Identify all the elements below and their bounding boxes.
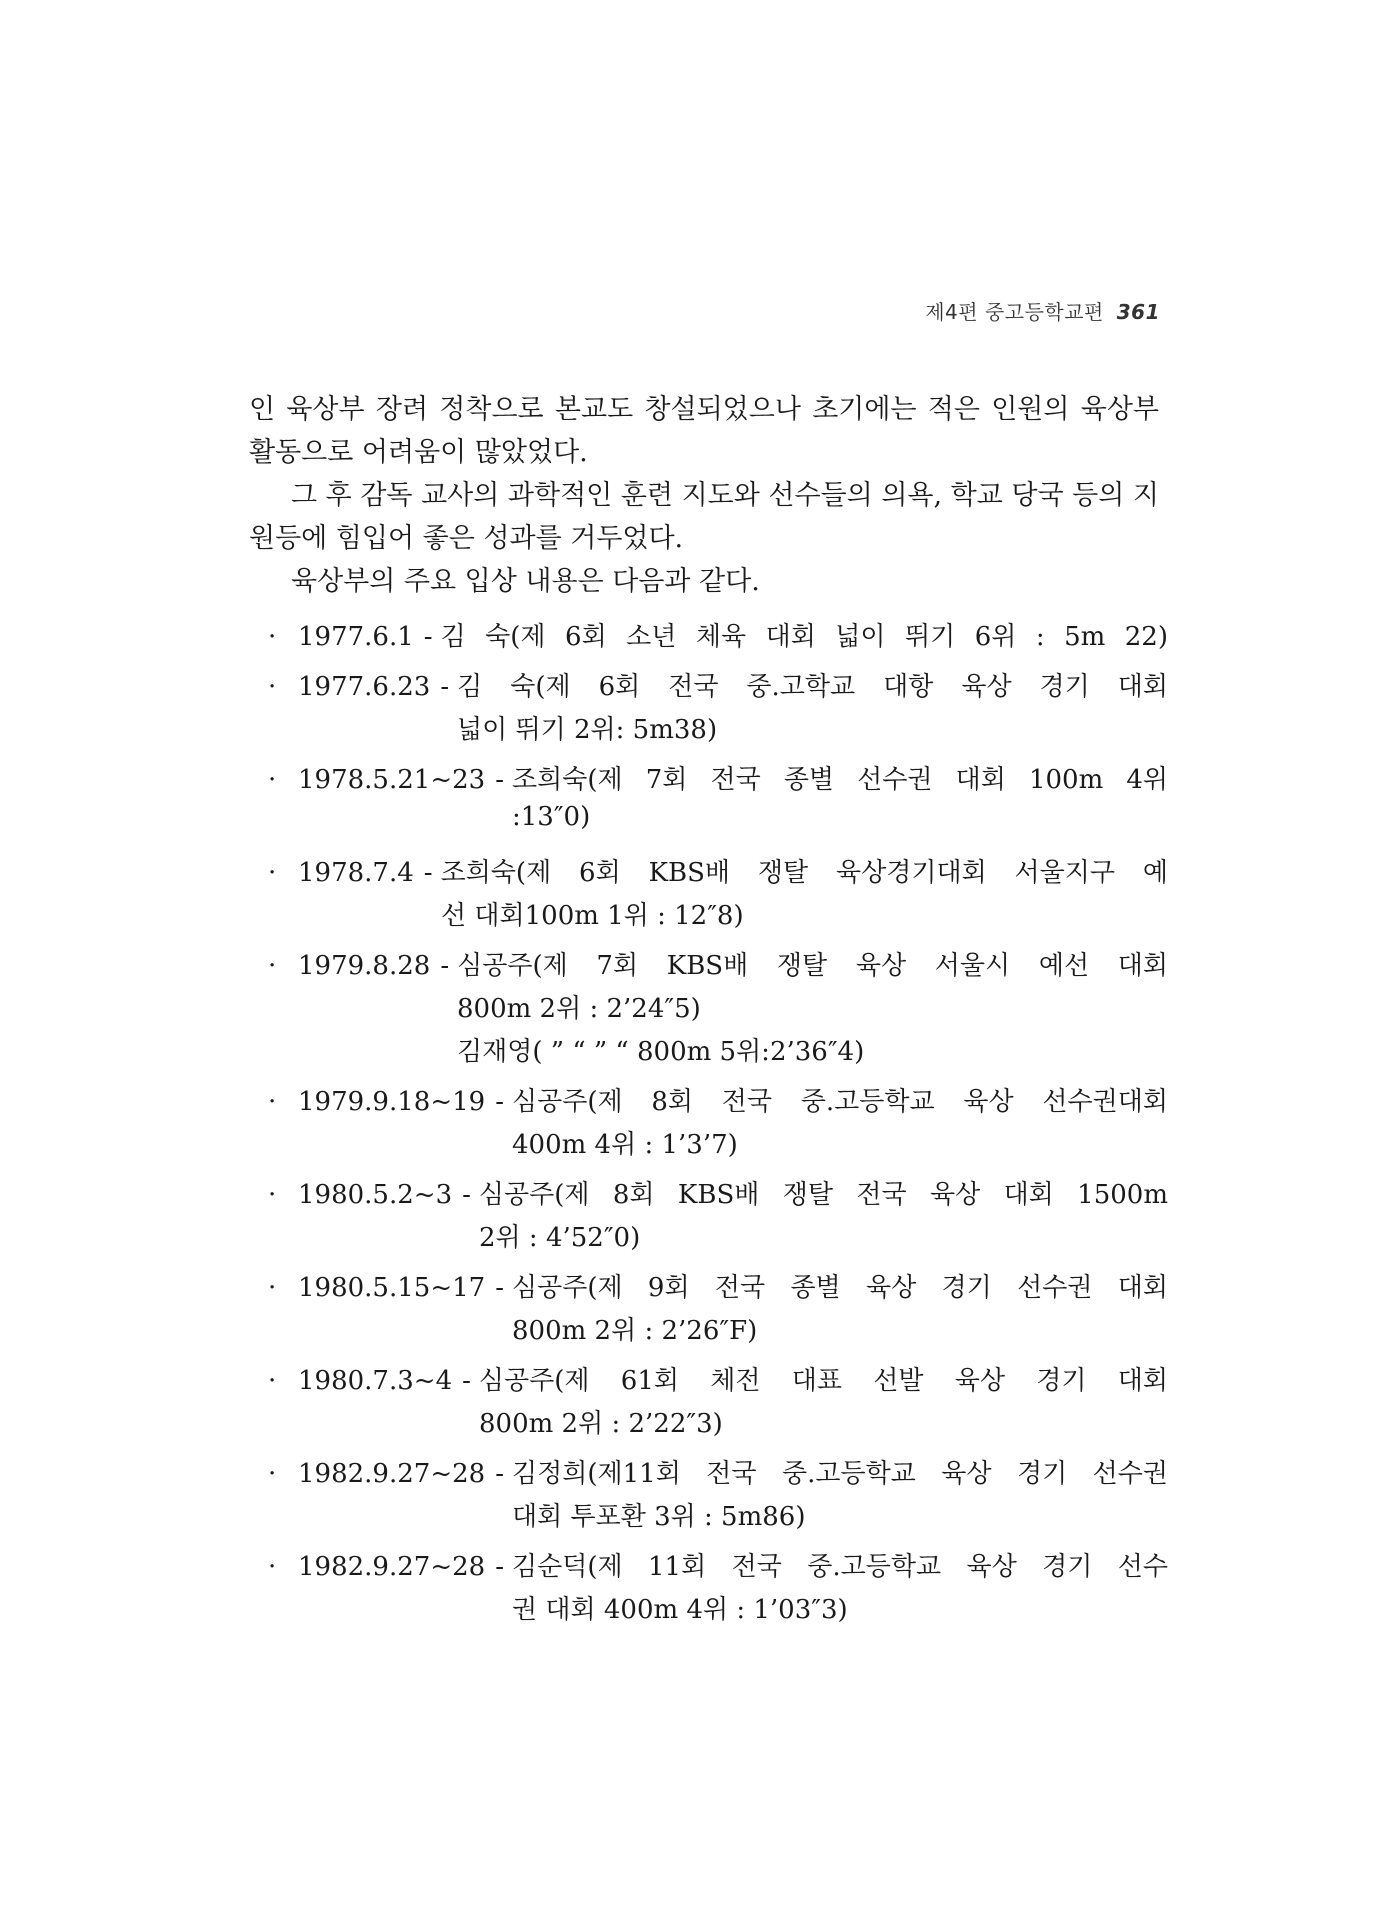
award-entry (268, 1453, 1168, 1539)
bullet-icon: · (268, 1087, 277, 1117)
entry-date: 1982.9.27~28 (298, 1552, 486, 1582)
entry-description: 김 숙(제 6회 소년 체육 대회 넓이 뛰기 6위 : 5m 22) (440, 622, 1168, 652)
award-entry (268, 1360, 1168, 1446)
bullet-icon: · (268, 858, 277, 888)
award-entry (268, 666, 1168, 752)
entry-description: 김 숙(제 6회 전국 중.고학교 대항 육상 경기 대회 (457, 672, 1168, 702)
entry-date: 1977.6.1 (298, 622, 414, 652)
award-entry (268, 1267, 1168, 1353)
entry-date: 1982.9.27~28 (298, 1459, 486, 1489)
dash-separator: - (495, 1273, 504, 1303)
entry-continuation: 넓이 뛰기 2위: 5m38) (457, 715, 718, 745)
dash-separator: - (462, 1366, 471, 1396)
award-list (268, 616, 1168, 1639)
award-entry (268, 1546, 1168, 1632)
paragraph: 육상부의 주요 입상 내용은 다음과 같다. (291, 566, 760, 597)
dash-separator: - (495, 1459, 504, 1489)
dash-separator: - (495, 1087, 504, 1117)
entry-description: 조희숙(제 7회 전국 종별 선수권 대회 100m 4위 (512, 765, 1168, 795)
entry-continuation: 대회 투포환 3위 : 5m86) (512, 1502, 806, 1532)
bullet-icon: · (268, 1180, 277, 1210)
page-number: 361 (1116, 300, 1160, 324)
entry-continuation: 800m 2위 : 2’26″F) (512, 1316, 758, 1346)
dash-separator: - (440, 951, 450, 981)
dash-separator: - (423, 622, 433, 652)
entry-date: 1979.8.28 (298, 951, 431, 981)
entry-continuation: 2위 : 4’52″0) (479, 1223, 641, 1253)
award-entry (268, 945, 1168, 1074)
entry-date: 1980.5.2~3 (298, 1180, 453, 1210)
entry-continuation: 김재영( ” “ ” “ 800m 5위:2’36″4) (457, 1037, 865, 1067)
bullet-icon: · (268, 1273, 277, 1303)
section-title: 제4편 중고등학교편 (925, 300, 1104, 324)
entry-date: 1978.7.4 (298, 858, 414, 888)
entry-date: 1980.5.15~17 (298, 1273, 486, 1303)
entry-date: 1979.9.18~19 (298, 1087, 486, 1117)
paragraph: 그 후 감독 교사의 과학적인 훈련 지도와 선수들의 의욕, 학교 당국 등의 지원등에 힘입어 좋은 성과를 거두었다. (249, 480, 1159, 554)
bullet-icon: · (268, 765, 277, 795)
bullet-icon: · (268, 1366, 277, 1396)
entry-continuation: 선 대회100m 1위 : 12″8) (441, 901, 744, 931)
entry-description: 심공주(제 8회 전국 중.고등학교 육상 선수권대회 (512, 1087, 1168, 1117)
entry-description: 심공주(제 9회 전국 종별 육상 경기 선수권 대회 (512, 1273, 1168, 1303)
bullet-icon: · (268, 951, 277, 981)
entry-date: 1980.7.3~4 (298, 1366, 453, 1396)
dash-separator: - (423, 858, 433, 888)
entry-date: 1977.6.23 (298, 672, 431, 702)
award-entry (268, 616, 1168, 659)
award-entry (268, 759, 1168, 845)
body-text (249, 388, 1159, 603)
entry-date: 1978.5.21~23 (298, 765, 486, 795)
entry-description: 조희숙(제 6회 KBS배 쟁탈 육상경기대회 서울지구 예 (440, 858, 1168, 888)
award-entry (268, 1081, 1168, 1167)
entry-description: 심공주(제 8회 KBS배 쟁탈 전국 육상 대회 1500m (478, 1180, 1168, 1210)
entry-continuation: 800m 2위 : 2’22″3) (479, 1409, 723, 1439)
dash-separator: - (495, 765, 504, 795)
bullet-icon: · (268, 1552, 277, 1582)
bullet-icon: · (268, 622, 277, 652)
entry-continuation: 권 대회 400m 4위 : 1’03″3) (512, 1595, 848, 1625)
entry-continuation: :13″0) (512, 802, 591, 832)
bullet-icon: · (268, 672, 277, 702)
award-entry (268, 1174, 1168, 1260)
award-entry (268, 852, 1168, 938)
entry-continuation: 800m 2위 : 2’24″5) (457, 994, 701, 1024)
running-header (925, 296, 1160, 325)
dash-separator: - (495, 1552, 504, 1582)
entry-description: 김정희(제11회 전국 중.고등학교 육상 경기 선수권 (512, 1459, 1168, 1489)
entry-description: 심공주(제 7회 KBS배 쟁탈 육상 서울시 예선 대회 (457, 951, 1168, 981)
dash-separator: - (462, 1180, 471, 1210)
entry-description: 김순덕(제 11회 전국 중.고등학교 육상 경기 선수 (512, 1552, 1168, 1582)
entry-description: 심공주(제 61회 체전 대표 선발 육상 경기 대회 (478, 1366, 1168, 1396)
dash-separator: - (440, 672, 450, 702)
bullet-icon: · (268, 1459, 277, 1489)
paragraph: 인 육상부 장려 정착으로 본교도 창설되었으나 초기에는 적은 인원의 육상부 활동으로 어려움이 많았었다. (249, 394, 1159, 468)
entry-continuation: 400m 4위 : 1’3’7) (512, 1130, 738, 1160)
